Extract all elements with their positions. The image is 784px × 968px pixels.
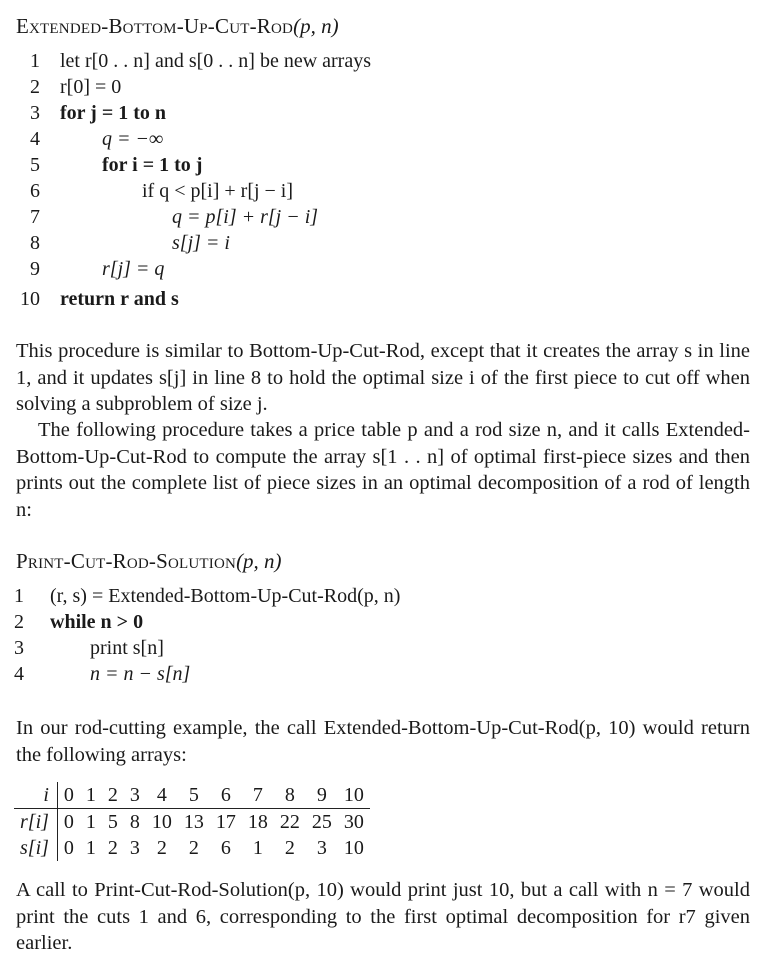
proc2-params: (p, n) bbox=[236, 549, 282, 573]
proc1-name: Extended-Bottom-Up-Cut-Rod bbox=[16, 14, 294, 38]
paragraph-2: The following procedure takes a price table p and a rod size n, and it calls Extended-Bottom-Up-Cut-Rod to compute the array s[1 . . n] of optimal first-piece sizes and then prints out the complete list of piece sizes in an optimal decomposition of a rod of length n: bbox=[16, 419, 750, 521]
table-row-s: s[i] 0 1 2 3 2 2 6 1 2 3 10 bbox=[14, 835, 370, 861]
paragraph-3: In our rod-cutting example, the call Extended-Bottom-Up-Cut-Rod(p, 10) would return the following arrays: bbox=[16, 717, 750, 766]
paragraph-1: This procedure is similar to Bottom-Up-Cut-Rod, except that it creates the array s in line 1, and it updates s[j] in line 8 to hold the optimal size i of the first piece to cut off when solving a subproblem of size j. bbox=[16, 340, 750, 415]
table-row-i: i 0 1 2 3 4 5 6 7 8 9 10 bbox=[14, 782, 370, 809]
arrays-table bbox=[14, 782, 370, 861]
paragraph-4: A call to Print-Cut-Rod-Solution(p, 10) would print just 10, but a call with n = 7 would print the cuts 1 and 6, corresponding to the first optimal decomposition for r7 given earlier. bbox=[16, 879, 750, 954]
proc2-name: Print-Cut-Rod-Solution bbox=[16, 549, 237, 573]
proc2-title bbox=[16, 549, 282, 574]
table-row-r: r[i] 0 1 5 8 10 13 17 18 22 25 30 bbox=[14, 809, 370, 836]
proc1-title bbox=[16, 14, 339, 39]
proc1-params: (p, n) bbox=[293, 14, 339, 38]
